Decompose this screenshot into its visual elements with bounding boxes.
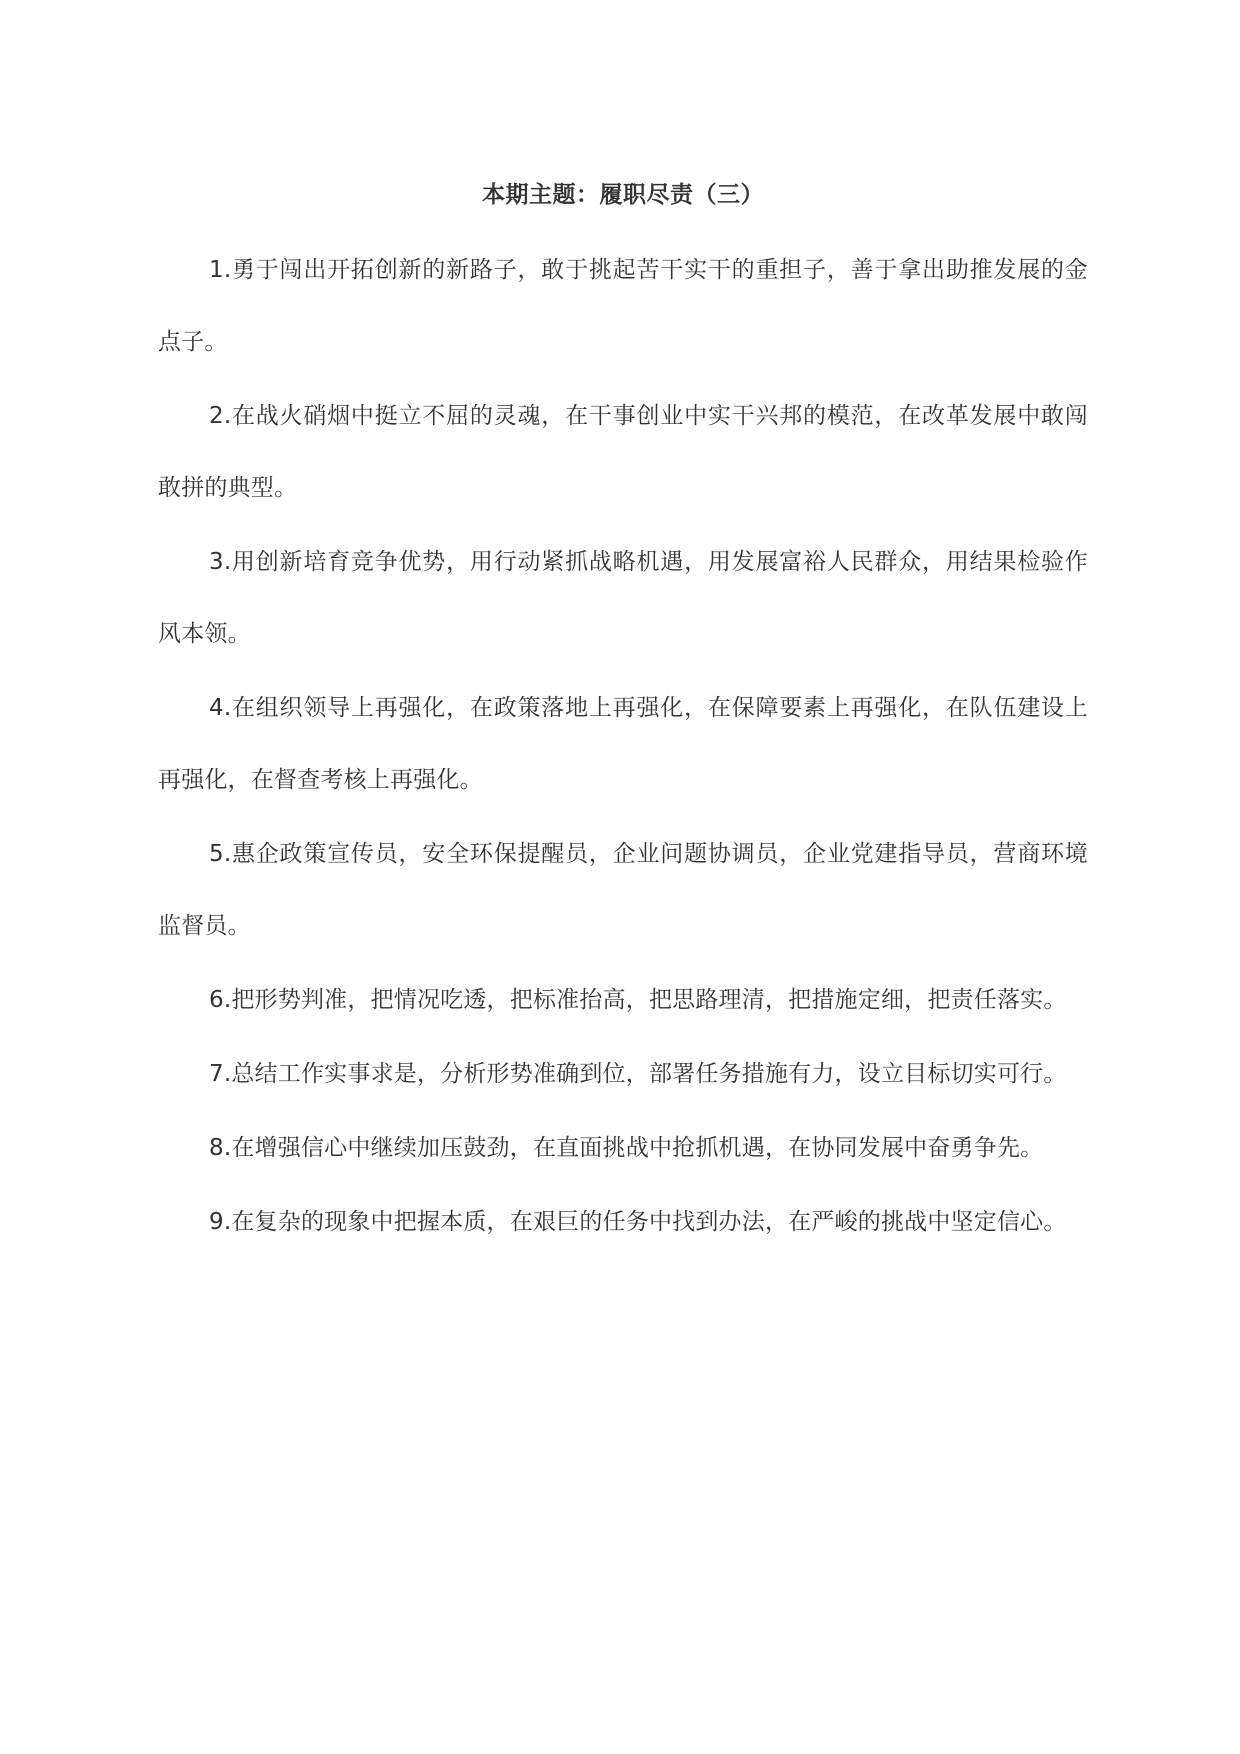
list-item-6: 6.把形势判准，把情况吃透，把标准抬高，把思路理清，把措施定细，把责任落实。 bbox=[209, 987, 1067, 1013]
list-item-4: 4.在组织领导上再强化，在政策落地上再强化，在保障要素上再强化，在队伍建设上再强化，在督查考核上再强化。 bbox=[158, 695, 1088, 793]
document-body bbox=[158, 158, 1088, 1258]
list-item-2: 2.在战火硝烟中挺立不屈的灵魂，在干事创业中实干兴邦的模范，在改革发展中敢闯敢拼的典型。 bbox=[158, 403, 1088, 501]
list-item-1: 1.勇于闯出开拓创新的新路子，敢于挑起苦干实干的重担子，善于拿出助推发展的金点子。 bbox=[158, 257, 1088, 355]
list-item-5: 5.惠企政策宣传员，安全环保提醒员，企业问题协调员，企业党建指导员，营商环境监督员。 bbox=[158, 841, 1088, 939]
list-item-8: 8.在增强信心中继续加压鼓劲，在直面挑战中抢抓机遇，在协同发展中奋勇争先。 bbox=[209, 1135, 1044, 1161]
list-item-9: 9.在复杂的现象中把握本质，在艰巨的任务中找到办法，在严峻的挑战中坚定信心。 bbox=[209, 1209, 1067, 1235]
document-title: 本期主题：履职尽责（三） bbox=[482, 182, 764, 208]
list-item-7: 7.总结工作实事求是，分析形势准确到位，部署任务措施有力，设立目标切实可行。 bbox=[209, 1061, 1067, 1087]
list-item-3: 3.用创新培育竞争优势，用行动紧抓战略机遇，用发展富裕人民群众，用结果检验作风本领。 bbox=[158, 549, 1088, 647]
